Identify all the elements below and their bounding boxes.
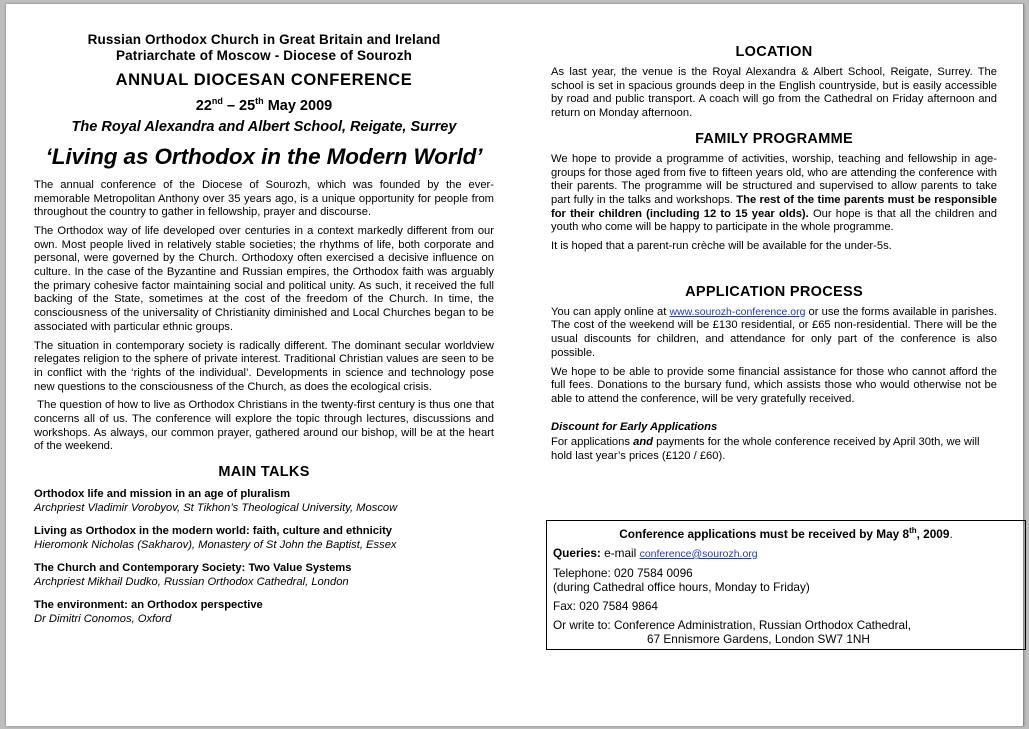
- event-title: ANNUAL DIOCESAN CONFERENCE: [115, 71, 413, 89]
- discount-text: For applications and payments for the whole conference received by April 30th, we will hold last year’s prices (£120 / £60).: [551, 436, 980, 463]
- talk-speaker: Dr Dimitri Conomos, Oxford: [34, 613, 172, 626]
- email-link[interactable]: conference@sourozh.org: [639, 547, 758, 560]
- creche-text: It is hoped that a parent-run crèche will be available for the under-5s.: [551, 240, 892, 253]
- intro-paragraph-3: The situation in contemporary society is radically different. The dominant secular worldview relegates religion to the sphere of private interest. Traditional Christian values are seen to be in conflict with the ‘rights of the individual’. Developments in science and technology pose new questions to the consciousness of the Church, as does the ecological crisis.: [34, 339, 494, 393]
- org-line-2: Patriarchate of Moscow - Diocese of Sourozh: [115, 48, 412, 63]
- application-paragraph-1: You can apply online at www.sourozh-conference.org or use the forms available in parishes. The cost of the weekend will be £130 residential, or £65 non-residential. There will be the usual discounts for children, and attendance for only part of the conference is also possible.: [551, 305, 997, 359]
- contact-box: [546, 520, 1026, 650]
- postal-address-line-1: Or write to: Conference Administration, Russian Orthodox Cathedral,: [553, 617, 912, 632]
- document-page: [6, 4, 1024, 726]
- talk-speaker: Hieromonk Nicholas (Sakharov), Monastery of St John the Baptist, Essex: [34, 539, 397, 552]
- org-line-1: Russian Orthodox Church in Great Britain and Ireland: [87, 32, 441, 47]
- talk-item: [34, 561, 494, 589]
- talk-speaker: Archpriest Vladimir Vorobyov, St Tikhon’s Theological University, Moscow: [34, 502, 398, 515]
- talk-speaker: Archpriest Mikhail Dudko, Russian Orthodox Cathedral, London: [34, 576, 349, 589]
- talk-item: [34, 524, 494, 552]
- fax-line: Fax: 020 7584 9864: [553, 598, 658, 613]
- conference-theme: ‘Living as Orthodox in the Modern World’: [45, 143, 483, 169]
- family-heading: FAMILY PROGRAMME: [695, 130, 853, 147]
- discount-heading: Discount for Early Applications: [551, 420, 718, 433]
- queries-line: Queries: e-mail conference@sourozh.org: [553, 545, 758, 560]
- left-column: [34, 32, 498, 635]
- application-heading: APPLICATION PROCESS: [685, 283, 863, 300]
- talk-title: Orthodox life and mission in an age of pluralism: [34, 488, 291, 501]
- deadline-notice: Conference applications must be received by May 8th, 2009.: [619, 526, 953, 541]
- event-venue: The Royal Alexandra and Albert School, Reigate, Surrey: [71, 118, 457, 135]
- location-text: As last year, the venue is the Royal Alexandra & Albert School, Reigate, Surrey. The school is set in spacious grounds deep in the English countryside, but is easily accessible by road and public transport. A coach will go from the Cathedral on Friday afternoon and return on Monday afternoon.: [551, 66, 997, 120]
- intro-paragraph-4: The question of how to live as Orthodox Christians in the twenty-first century is thus one that concerns all of us. The conference will explore the topic through lectures, discussions and workshops. As always, our common prayer, gathered around our bishop, will be at the heart of the weekend.: [34, 399, 498, 453]
- postal-address-line-2: 67 Ennismore Gardens, London SW7 1NH: [647, 631, 870, 646]
- main-talks-heading: MAIN TALKS: [218, 464, 310, 481]
- talk-item: [34, 598, 494, 626]
- telephone-line: Telephone: 020 7584 0096: [553, 565, 693, 580]
- application-paragraph-2: We hope to be able to provide some financial assistance for those who cannot afford the full fees. Donations to the bursary fund, which assists those who would otherwise not be able to attend the conference, will be very gratefully received.: [551, 365, 997, 405]
- talk-title: Living as Orthodox in the modern world: faith, culture and ethnicity: [34, 525, 393, 538]
- office-hours: (during Cathedral office hours, Monday to Friday): [553, 579, 810, 594]
- conference-website-link[interactable]: www.sourozh-conference.org: [669, 305, 806, 318]
- intro-paragraph-1: The annual conference of the Diocese of Sourozh, which was founded by the ever-memorable Metropolitan Anthony over 35 years ago, is a unique opportunity for people from throughout the country to gather in fellowship, prayer and discourse.: [34, 178, 494, 219]
- right-column: [551, 44, 997, 469]
- location-heading: LOCATION: [735, 44, 813, 60]
- family-text: We hope to provide a programme of activities, worship, teaching and fellowship in age-groups for those aged from five to fifteen years old, who are attending the conference with their parents. The programme will be structured and supervised to allow parents to take part fully in the talks and workshops. The rest of the time parents must be responsible for their children (including 12 to 15 year olds). Our hope is that all the children and youth who come will be happy to participate in the whole programme.: [551, 152, 998, 234]
- talk-title: The Church and Contemporary Society: Two Value Systems: [34, 562, 352, 575]
- event-dates: 22nd – 25th May 2009: [195, 96, 333, 114]
- intro-paragraph-2: The Orthodox way of life developed over centuries in a context markedly different from our own. Most people lived in relatively stable societies; the rhythms of life, both corporate and personal, were governed by the Church. Orthodoxy often exercised a decisive influence on culture. In the case of the Byzantine and Russian empires, the Orthodox faith was arguably the primary cohesive factor maintaining social and political unity. As such, it received the full backing of the State, sometimes at the cost of the freedom of the Church. In time, the consciousness of the universality of Christianity diminished and Local Churches began to be associated with particular ethnic groups.: [34, 224, 494, 333]
- talk-title: The environment: an Orthodox perspective: [34, 599, 263, 612]
- talk-item: [34, 487, 494, 515]
